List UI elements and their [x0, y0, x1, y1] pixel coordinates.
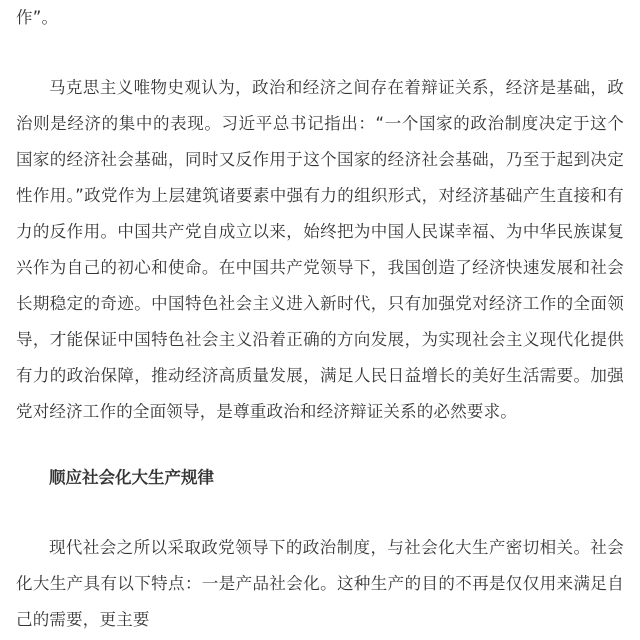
article-body: [16, 0, 624, 638]
paragraph-fragment: 作”。: [16, 8, 59, 27]
paragraph-dialectics: 马克思主义唯物史观认为，政治和经济之间存在着辩证关系，经济是基础，政治则是经济的集中的表现。习近平总书记指出：“一个国家的政治制度决定于这个国家的经济社会基础，同时又反作用于这个国家的经济社会基础，乃至于起到决定性作用。”政党作为上层建筑诸要素中强有力的组织形式，对经济基础产生直接和有力的反作用。中国共产党自成立以来，始终把为中国人民谋幸福、为中华民族谋复兴作为自己的初心和使命。在中国共产党领导下，我国创造了经济快速发展和社会长期稳定的奇迹。中国特色社会主义进入新时代，只有加强党对经济工作的全面领导，才能保证中国特色社会主义沿着正确的方向发展，为实现社会主义现代化提供有力的政治保障，推动经济高质量发展，满足人民日益增长的美好生活需要。加强党对经济工作的全面领导，是尊重政治和经济辩证关系的必然要求。: [16, 78, 624, 421]
section-heading: 顺应社会化大生产规律: [49, 468, 214, 487]
paragraph-socialized-production: 现代社会之所以采取政党领导下的政治制度，与社会化大生产密切相关。社会化大生产具有以下特点：一是产品社会化。这种生产的目的不再是仅仅用来满足自己的需要，更主要: [16, 538, 624, 629]
